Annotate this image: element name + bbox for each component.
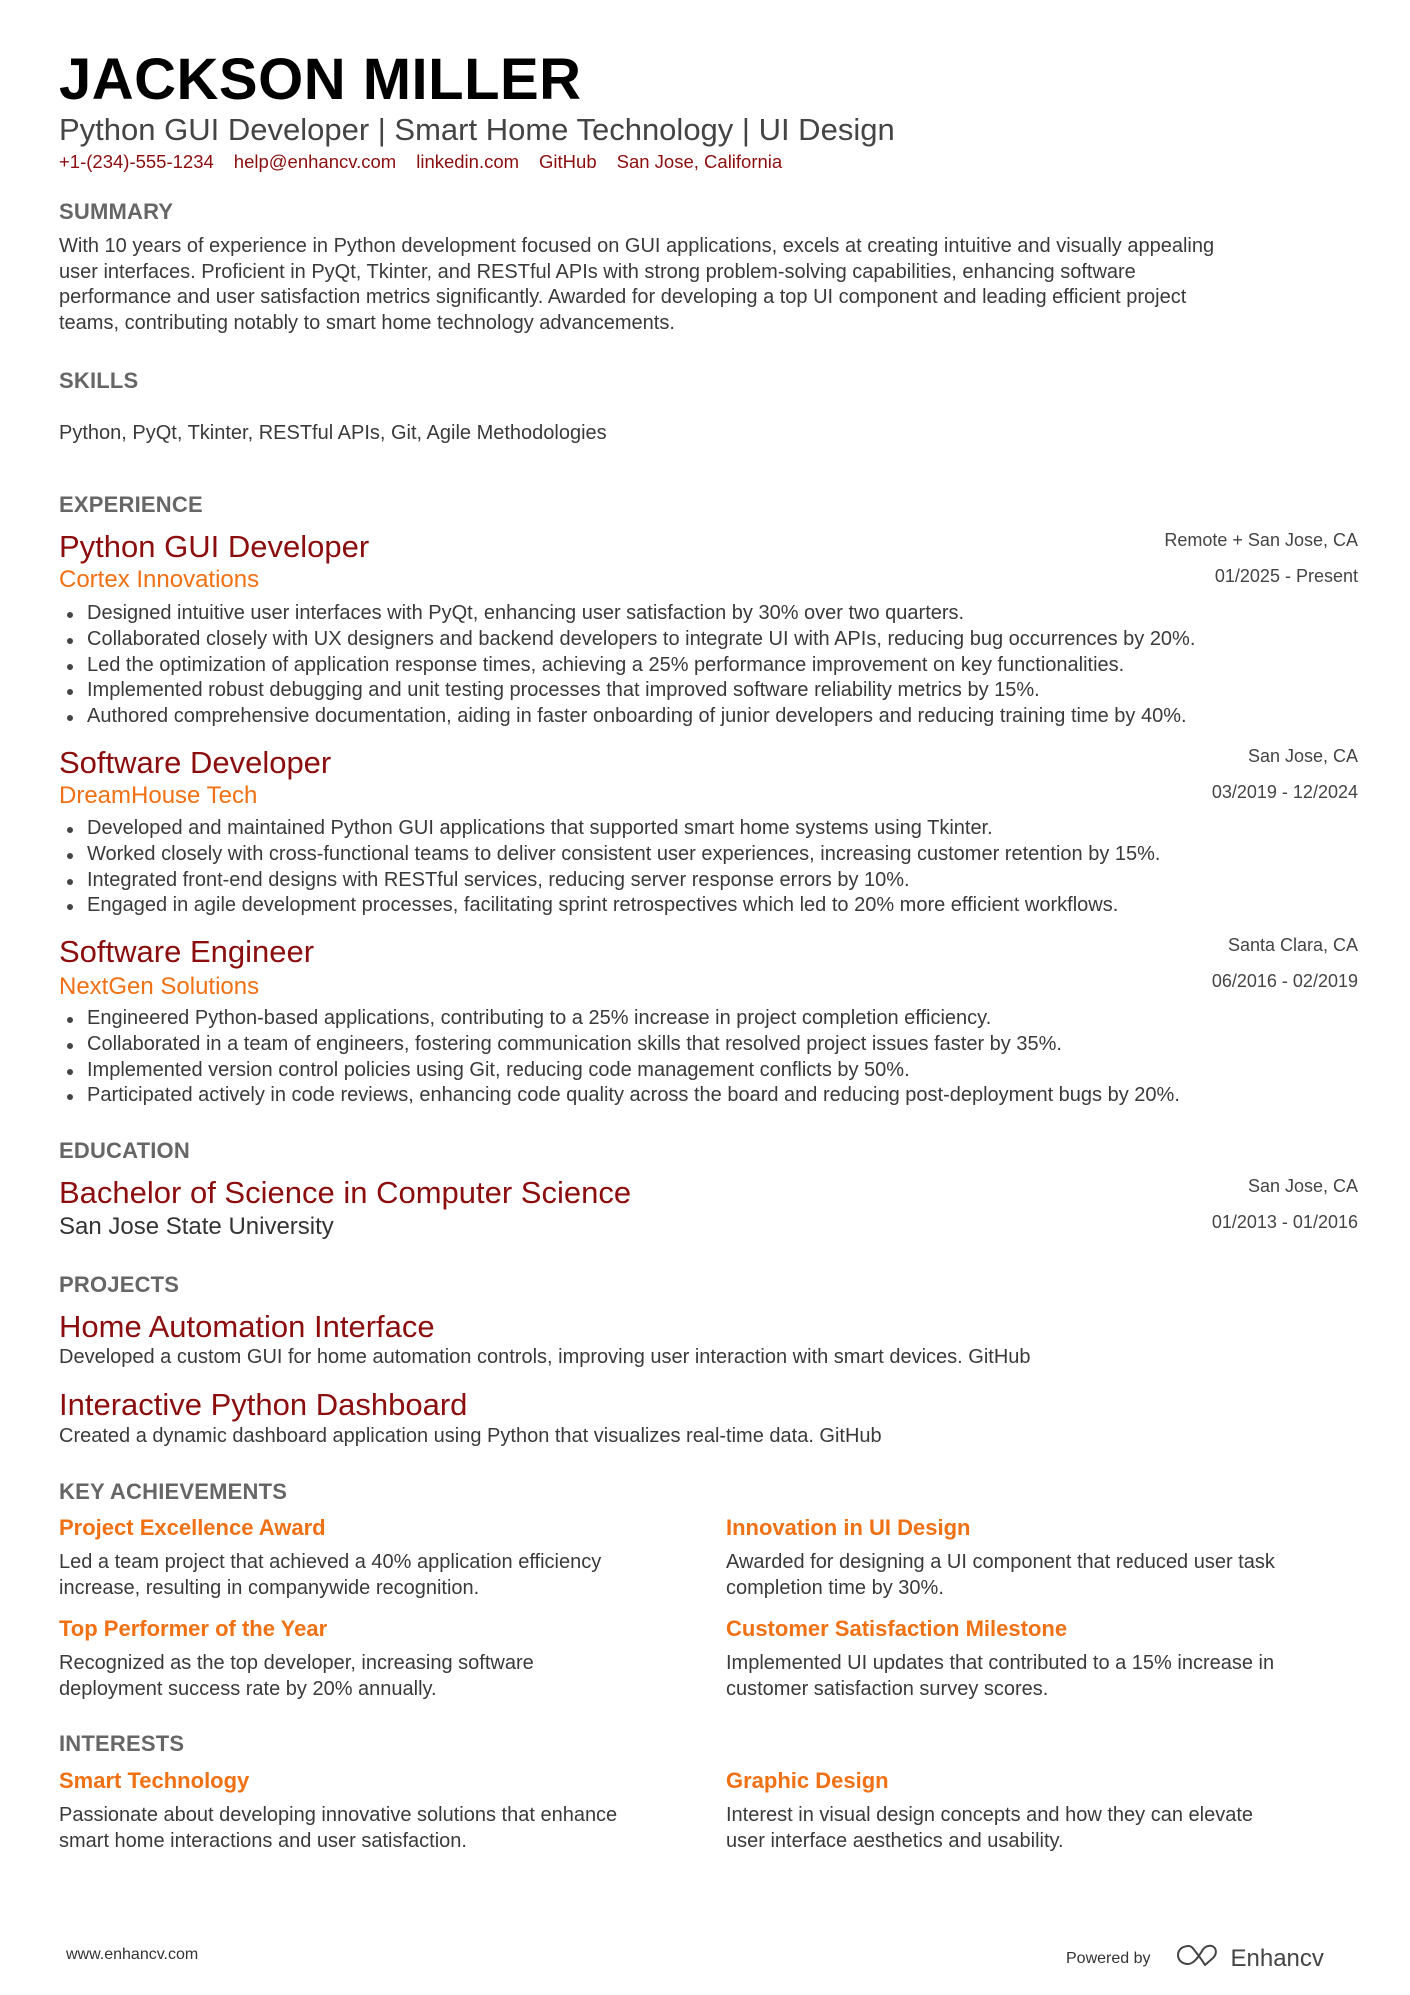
description-line: user interface aesthetics and usability. <box>726 1830 1064 1852</box>
summary-line: user interfaces. Proficient in PyQt, Tkinter, and RESTful APIs with strong problem-solving capabilities, enhancing software <box>59 260 1136 283</box>
job-company: DreamHouse Tech <box>59 782 258 809</box>
enhancv-wordmark: Enhancv <box>1230 1944 1324 1972</box>
job-bullets <box>59 601 1359 730</box>
bullet-item: Worked closely with cross-functional teams to deliver consistent user experiences, increasing customer retention by 15%. <box>59 842 1359 868</box>
achievement-title: Top Performer of the Year <box>59 1616 328 1641</box>
location-text: San Jose, California <box>616 151 783 172</box>
job-title: Software Engineer <box>59 934 315 969</box>
section-heading-interests: INTERESTS <box>59 1731 185 1756</box>
description-line: Interest in visual design concepts and how they can elevate <box>726 1804 1253 1826</box>
degree-title: Bachelor of Science in Computer Science <box>59 1175 632 1210</box>
bullet-item: Collaborated closely with UX designers and backend developers to integrate UI with APIs, reducing bug occurrences by 20%. <box>59 627 1359 653</box>
github-link[interactable]: GitHub <box>539 151 597 172</box>
job-title: Software Developer <box>59 745 332 780</box>
section-heading-summary: SUMMARY <box>59 199 174 224</box>
education-dates: 01/2013 - 01/2016 <box>1211 1212 1358 1232</box>
candidate-name: JACKSON MILLER <box>59 47 582 112</box>
job-location: Santa Clara, CA <box>1227 935 1358 955</box>
achievement-description <box>726 1549 1366 1601</box>
skills-list: Python, PyQt, Tkinter, RESTful APIs, Git, Agile Methodologies <box>59 422 607 444</box>
job-bullets <box>59 816 1359 919</box>
interest-description <box>726 1802 1366 1854</box>
education-location: San Jose, CA <box>1247 1176 1358 1196</box>
bullet-item: Participated actively in code reviews, enhancing code quality across the board and reducing post-deployment bugs by 20%. <box>59 1083 1359 1109</box>
achievement-description <box>726 1650 1366 1702</box>
project-description: Created a dynamic dashboard application using Python that visualizes real-time data. GitHub <box>59 1425 882 1447</box>
achievement-description <box>59 1549 699 1601</box>
achievement-description <box>59 1650 699 1702</box>
description-line: Led a team project that achieved a 40% application efficiency <box>59 1551 602 1573</box>
section-heading-skills: SKILLS <box>59 368 139 393</box>
job-dates: 06/2016 - 02/2019 <box>1211 971 1358 991</box>
email-link[interactable]: help@enhancv.com <box>233 151 397 172</box>
bullet-item: Implemented version control policies using Git, reducing code management conflicts by 50%. <box>59 1058 1359 1084</box>
summary-line: performance and user satisfaction metrics significantly. Awarded for developing a top UI component and leading efficient project <box>59 286 1187 309</box>
job-location: San Jose, CA <box>1247 746 1358 766</box>
powered-by-label: Powered by <box>1066 1949 1151 1967</box>
job-title: Python GUI Developer <box>59 529 370 564</box>
description-line: customer satisfaction survey scores. <box>726 1678 1049 1700</box>
enhancv-logo[interactable] <box>1175 1942 1324 1975</box>
description-line: Implemented UI updates that contributed to a 15% increase in <box>726 1652 1275 1674</box>
powered-by <box>1066 1942 1324 1975</box>
bullet-item: Implemented robust debugging and unit testing processes that improved software reliability metrics by 15%. <box>59 678 1359 704</box>
summary-text <box>59 234 1359 336</box>
achievement-title: Customer Satisfaction Milestone <box>726 1616 1068 1641</box>
description-line: Recognized as the top developer, increasing software <box>59 1652 534 1674</box>
bullet-item: Engaged in agile development processes, facilitating sprint retrospectives which led to 20% more efficient workflows. <box>59 893 1359 919</box>
job-company: Cortex Innovations <box>59 566 260 593</box>
summary-line: teams, contributing notably to smart home technology advancements. <box>59 311 675 334</box>
description-line: deployment success rate by 20% annually. <box>59 1678 437 1700</box>
section-heading-achievements: KEY ACHIEVEMENTS <box>59 1479 288 1504</box>
footer-website-link[interactable]: www.enhancv.com <box>66 1946 199 1963</box>
bullet-item: Collaborated in a team of engineers, fostering communication skills that resolved project issues faster by 35%. <box>59 1032 1359 1058</box>
project-title: Home Automation Interface <box>59 1309 435 1344</box>
job-company: NextGen Solutions <box>59 973 260 1000</box>
phone-link[interactable]: +1-(234)-555-1234 <box>59 151 214 172</box>
bullet-item: Authored comprehensive documentation, aiding in faster onboarding of junior developers and reducing training time by 40%. <box>59 704 1359 730</box>
job-dates: 01/2025 - Present <box>1214 566 1358 586</box>
project-description: Developed a custom GUI for home automation controls, improving user interaction with smart devices. GitHub <box>59 1346 1031 1368</box>
description-line: Passionate about developing innovative solutions that enhance <box>59 1804 618 1826</box>
bullet-item: Designed intuitive user interfaces with PyQt, enhancing user satisfaction by 30% over two quarters. <box>59 601 1359 627</box>
school-name: San Jose State University <box>59 1213 334 1240</box>
achievement-title: Project Excellence Award <box>59 1515 326 1540</box>
description-line: increase, resulting in companywide recognition. <box>59 1577 480 1599</box>
section-heading-education: EDUCATION <box>59 1138 190 1163</box>
description-line: Awarded for designing a UI component that reduced user task <box>726 1551 1275 1573</box>
bullet-item: Engineered Python-based applications, contributing to a 25% increase in project completion efficiency. <box>59 1006 1359 1032</box>
job-dates: 03/2019 - 12/2024 <box>1211 782 1358 802</box>
description-line: smart home interactions and user satisfaction. <box>59 1830 467 1852</box>
summary-line: With 10 years of experience in Python development focused on GUI applications, excels at creating intuitive and visually appealing <box>59 235 1215 257</box>
contact-bar <box>59 151 782 173</box>
interest-title: Smart Technology <box>59 1768 250 1793</box>
linkedin-link[interactable]: linkedin.com <box>416 151 520 172</box>
interest-description <box>59 1802 699 1854</box>
job-bullets <box>59 1006 1359 1109</box>
section-heading-experience: EXPERIENCE <box>59 492 203 517</box>
section-heading-projects: PROJECTS <box>59 1272 180 1297</box>
description-line: completion time by 30%. <box>726 1577 944 1599</box>
interest-title: Graphic Design <box>726 1768 889 1793</box>
bullet-item: Led the optimization of application response times, achieving a 25% performance improvement on key functionalities. <box>59 653 1359 679</box>
bullet-item: Developed and maintained Python GUI applications that supported smart home systems using Tkinter. <box>59 816 1359 842</box>
project-title: Interactive Python Dashboard <box>59 1387 468 1422</box>
headline-tagline: Python GUI Developer | Smart Home Technology | UI Design <box>59 112 895 147</box>
enhancv-infinity-heart-icon <box>1175 1942 1221 1975</box>
achievement-title: Innovation in UI Design <box>726 1515 971 1540</box>
bullet-item: Integrated front-end designs with RESTful services, reducing server response errors by 10%. <box>59 868 1359 894</box>
job-location: Remote + San Jose, CA <box>1164 530 1358 550</box>
